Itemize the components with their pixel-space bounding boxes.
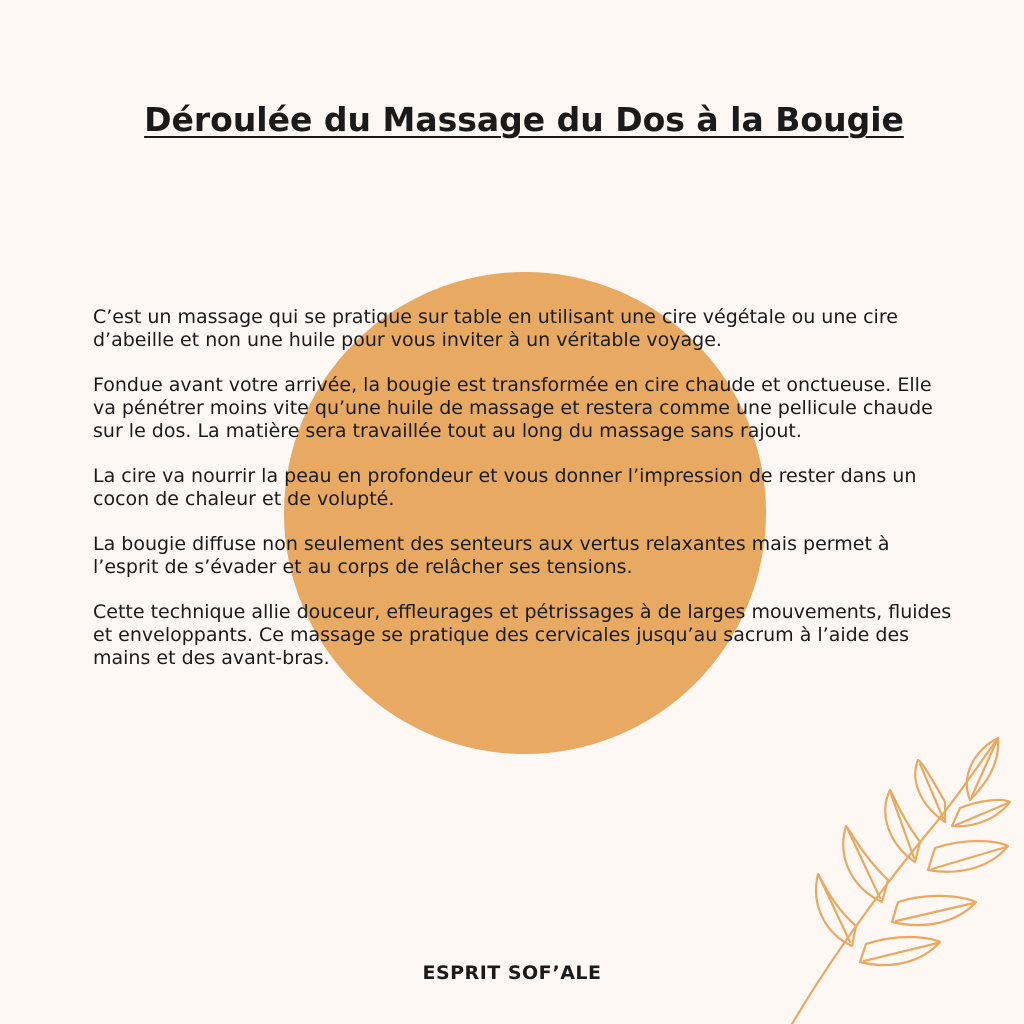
- body-text: [93, 306, 953, 692]
- paragraph: Cette technique allie douceur, effleurages et pétrissages à de larges mouvements, fluides et enveloppants. Ce massage se pratique des cervicales jusqu’au sacrum à l’aide des mains et des avant-bras.: [93, 601, 952, 669]
- paragraph: La bougie diffuse non seulement des senteurs aux vertus relaxantes mais permet à l’esprit de s’évader et au corps de relâcher ses tensions.: [93, 533, 890, 578]
- paragraph: C’est un massage qui se pratique sur table en utilisant une cire végétale ou une cire d’abeille et non une huile pour vous inviter à un véritable voyage.: [93, 306, 898, 351]
- footer-brand: ESPRIT SOF’ALE: [422, 962, 602, 984]
- paragraph: Fondue avant votre arrivée, la bougie est transformée en cire chaude et onctueuse. Elle va pénétrer moins vite qu’une huile de massage et restera comme une pellicule chaude sur le dos. La matière sera travaillée tout au long du massage sans rajout.: [93, 374, 933, 442]
- paragraph: La cire va nourrir la peau en profondeur et vous donner l’impression de rester dans un cocon de chaleur et de volupté.: [93, 465, 917, 510]
- page-title: Déroulée du Massage du Dos à la Bougie: [144, 100, 904, 139]
